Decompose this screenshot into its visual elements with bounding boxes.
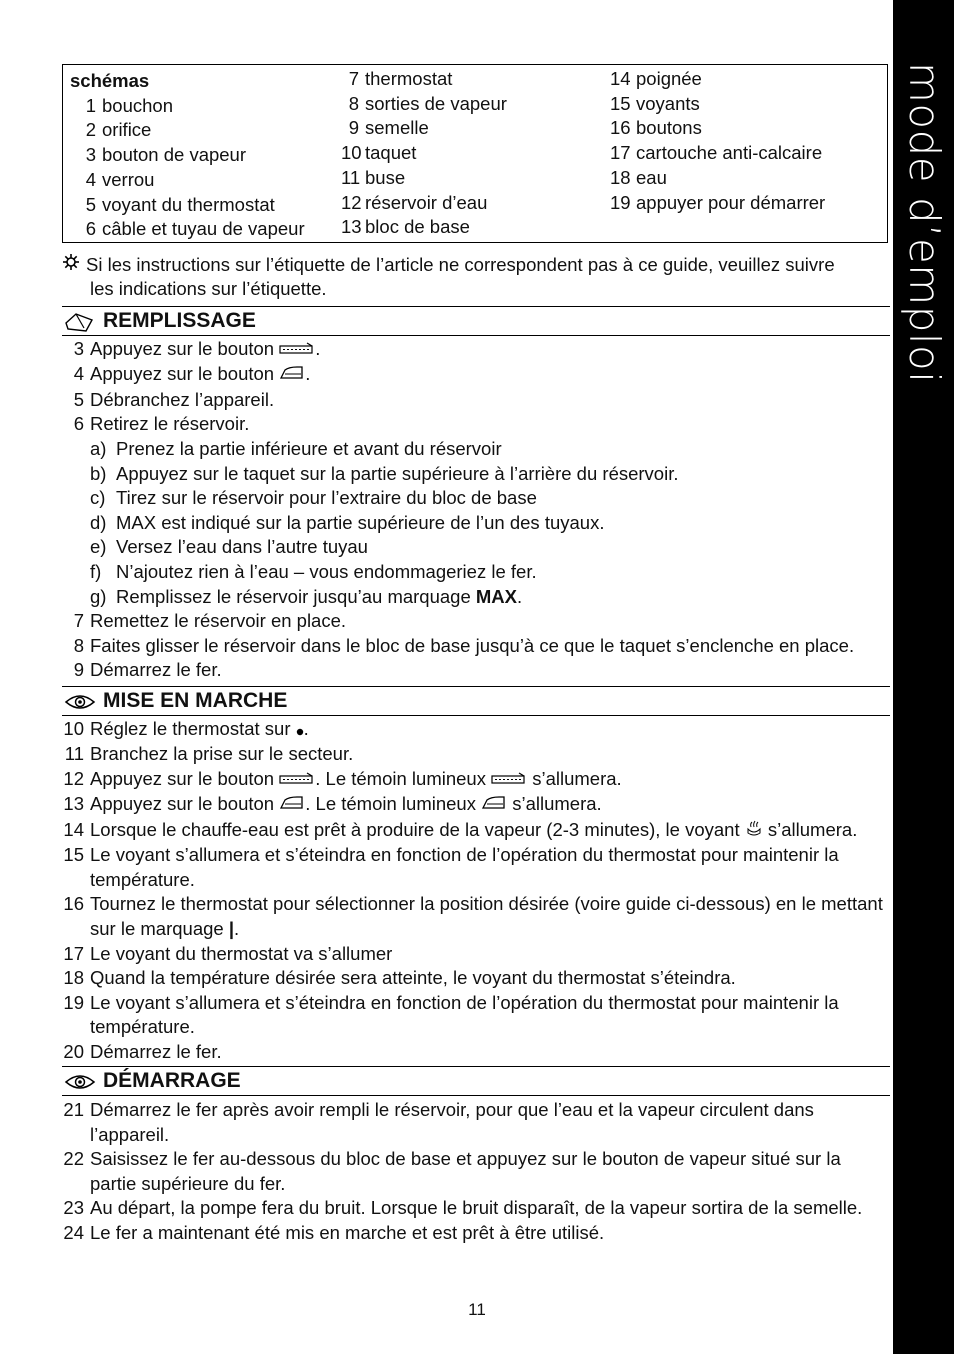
schemas-column-1 [70,69,305,242]
schema-item: 9 semelle [348,117,429,139]
schema-item: 3 bouton de vapeur [85,144,247,166]
substep-item: a) Prenez la partie inférieure et avant du réservoir [90,438,502,459]
step-item: 15 Le voyant s’allumera et s’éteindra en fonction de l’opération du thermostat pour maintenir la température. [63,844,839,890]
schema-item: 14 poignée [610,68,702,89]
step-item: 22 Saisissez le fer au-dessous du bloc de base et appuyez sur le bouton de vapeur situé sur la partie supérieure du fer. [63,1148,841,1194]
pump-light-icon [491,768,527,793]
section-header-remplissage [62,306,890,336]
substep-item: b) Appuyez sur le taquet sur la partie supérieure à l’arrière du réservoir. [90,462,679,484]
iron-icon [279,363,305,388]
step-item: 3 Appuyez sur le bouton . [62,337,884,362]
schemas-title: schémas [70,70,150,91]
dot-icon [296,718,304,743]
schema-item: 5 voyant du thermostat [85,193,275,215]
step-item: 21 Démarrez le fer après avoir rempli le réservoir, pour que l’eau et la vapeur circulent dans l’appareil. [63,1099,814,1145]
pump-button-icon [279,338,315,363]
schema-item: 12 réservoir d’eau [341,191,488,213]
remplissage-steps [62,337,884,683]
substep-item: g) Remplissez le réservoir jusqu’au marquage MAX. [90,585,523,607]
schemas-column-3 [610,67,825,215]
schemas-column-2 [341,67,507,240]
step-item: 23 Au départ, la pompe fera du bruit. Lorsque le bruit disparaît, de la vapeur sortira de la semelle. [63,1197,863,1219]
step-item: 6 Retirez le réservoir. [73,413,250,435]
schema-item: 17 cartouche anti-calcaire [610,142,823,164]
schema-item: 13 bloc de base [341,216,470,238]
step-item: 12 Appuyez sur le bouton . Le témoin lumineux s’allumera. [62,767,884,792]
schema-item: 11 buse [341,166,406,188]
step-item: 8 Faites glisser le réservoir dans le bloc de base jusqu’à ce que le taquet s’enclenche en place. [73,634,855,656]
section-title: MISE EN MARCHE [103,689,288,712]
step-item: 14 Lorsque le chauffe-eau est prêt à produire de la vapeur (2-3 minutes), le voyant s’allumera. [62,818,884,843]
step-item: 17 Le voyant du thermostat va s’allumer [63,942,393,964]
step-item: 5 Débranchez l’appareil. [73,388,275,410]
schema-item: 8 sorties de vapeur [348,92,507,114]
schema-item: 4 verrou [85,168,155,190]
step-item: 10 Réglez le thermostat sur . [62,717,884,742]
sidebar-title: mode d’emploi [900,62,949,384]
schemas-box [62,64,888,243]
section-title: REMPLISSAGE [103,309,256,332]
fill-icon [64,311,96,333]
step-item: 24 Le fer a maintenant été mis en marche et est prêt à être utilisé. [63,1221,605,1243]
step-item: 19 Le voyant s’allumera et s’éteindra en fonction de l’opération du thermostat pour maintenir la température. [63,991,839,1038]
page-number: 11 [468,1300,486,1319]
iron-icon [279,793,305,818]
schema-item: 19 appuyer pour démarrer [610,191,826,213]
step-item: 9 Démarrez le fer. [73,659,222,681]
schema-item: 18 eau [610,166,667,188]
step-item: 20 Démarrez le fer. [63,1040,222,1062]
sun-icon [62,253,86,277]
schema-item: 15 voyants [610,92,700,114]
substep-item: e) Versez l’eau dans l’autre tuyau [90,536,368,558]
substep-item: f) N’ajoutez rien à l’eau – vous endommageriez le fer. [90,560,537,582]
step-item: 16 Tournez le thermostat pour sélectionner la position désirée (voire guide ci-dessous) en le mettant sur le marquage |. [63,893,883,939]
iron-light-icon [481,793,507,818]
eye-icon [64,691,96,713]
steam-icon [745,819,763,844]
substep-item: c) Tirez sur le réservoir pour l’extraire du bloc de base [90,487,537,509]
section-title: DÉMARRAGE [103,1069,241,1092]
schema-item: 16 boutons [610,117,702,139]
step-item: 7 Remettez le réservoir en place. [73,610,347,632]
step-item: 4 Appuyez sur le bouton . [62,362,884,387]
schema-item: 7 thermostat [348,68,453,89]
mise-en-marche-steps [62,717,884,1065]
schema-item: 10 taquet [341,142,417,164]
eye-icon [64,1071,96,1093]
step-item: 13 Appuyez sur le bouton . Le témoin lumineux s’allumera. [62,792,884,817]
step-item: 18 Quand la température désirée sera atteinte, le voyant du thermostat s’éteindra. [63,967,736,989]
section-header-mise-en-marche [62,686,890,716]
pump-button-icon [279,768,315,793]
schema-item: 6 câble et tuyau de vapeur [85,218,305,240]
schema-item: 1 bouchon [85,94,173,116]
schema-item: 2 orifice [85,119,152,141]
step-item: 11 Branchez la prise sur le secteur. [64,743,354,765]
demarrage-steps [62,1098,884,1246]
label-note: Si les instructions sur l’étiquette de l’article ne correspondent pas à ce guide, veuillez suivre les indications sur l’étiquette. [62,253,882,301]
section-header-demarrage [62,1066,890,1096]
substep-item: d) MAX est indiqué sur la partie supérieure de l’un des tuyaux. [90,511,605,533]
